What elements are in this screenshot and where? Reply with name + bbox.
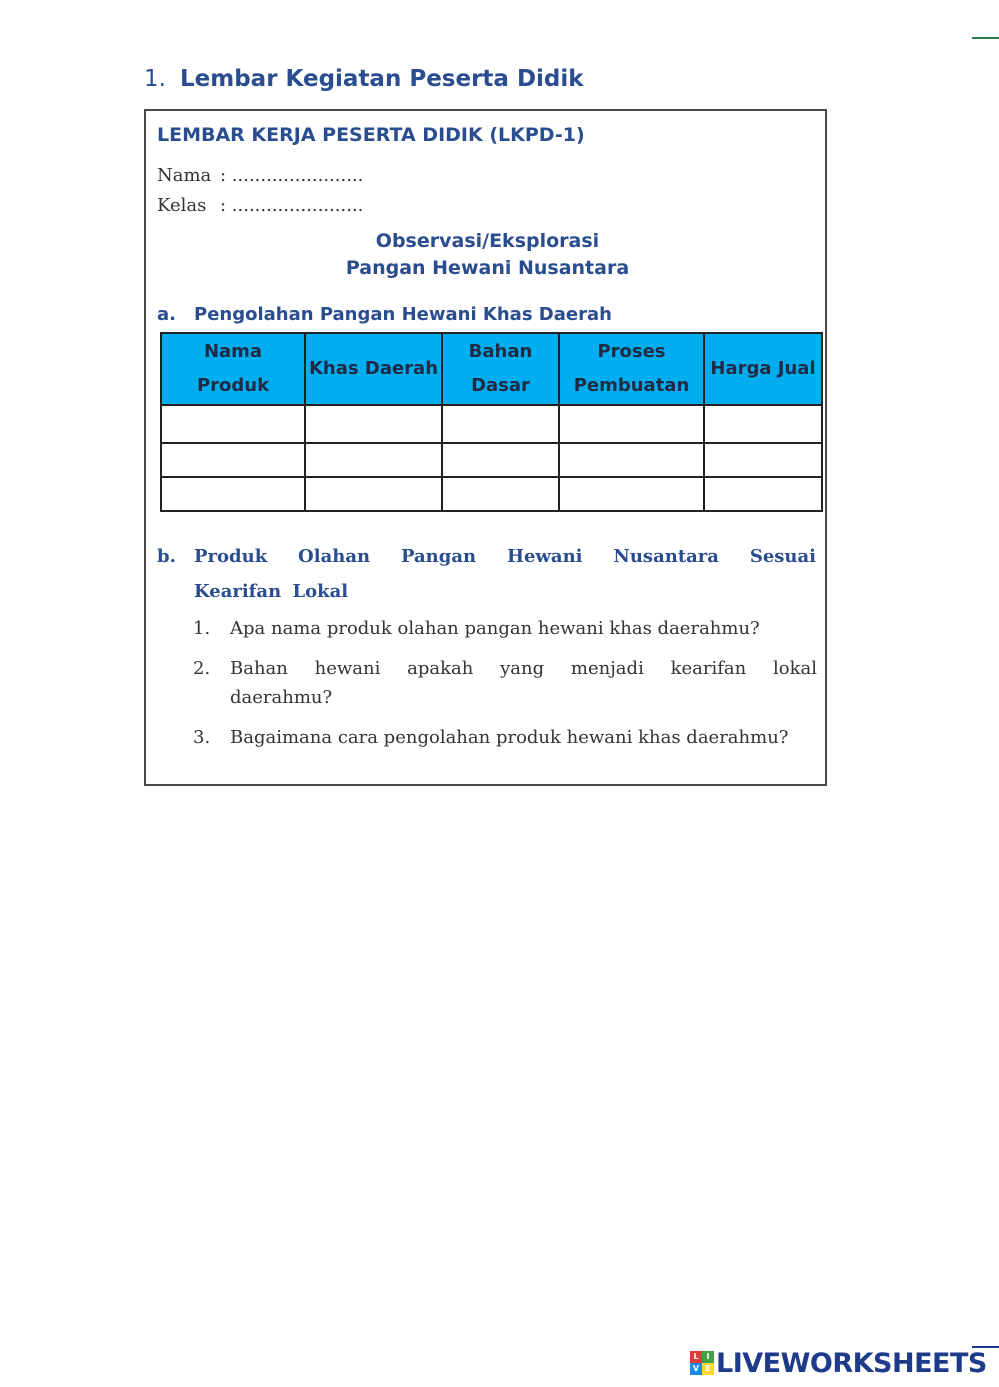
header-bahan-dasar: Bahan Dasar	[442, 333, 559, 405]
table-cell[interactable]	[704, 477, 822, 511]
table-cell[interactable]	[559, 443, 704, 477]
table-cell[interactable]	[559, 405, 704, 443]
product-table	[160, 332, 823, 512]
section-heading	[144, 66, 584, 92]
table-cell[interactable]	[161, 477, 305, 511]
table-cell[interactable]	[704, 443, 822, 477]
worksheet-subtitle-2: Pangan Hewani Nusantara	[345, 257, 630, 279]
section-b-title: Produk Olahan Pangan Hewani Nusantara Sesuai Kearifan Lokal	[194, 546, 816, 602]
section-a-marker: a.	[157, 304, 176, 325]
table-cell[interactable]	[305, 443, 442, 477]
logo-letter: E	[702, 1363, 714, 1375]
table-row	[161, 405, 822, 443]
header-khas-daerah: Khas Daerah	[305, 333, 442, 405]
question-item	[193, 614, 817, 643]
table-cell[interactable]	[161, 443, 305, 477]
question-number: 1.	[193, 618, 211, 639]
table-header-row	[161, 333, 822, 405]
header-nama-produk: Nama Produk	[161, 333, 305, 405]
liveworksheets-brand	[690, 1346, 987, 1380]
table-cell[interactable]	[442, 405, 559, 443]
table-row	[161, 477, 822, 511]
section-a-title: Pengolahan Pangan Hewani Khas Daerah	[194, 304, 612, 325]
question-number: 2.	[193, 658, 211, 679]
section-b-heading	[157, 539, 816, 609]
name-blank[interactable]: : .......................	[220, 165, 364, 186]
class-label: Kelas	[157, 195, 207, 216]
question-text: Apa nama produk olahan pangan hewani khas daerahmu?	[230, 618, 760, 639]
logo-letter: L	[690, 1351, 702, 1363]
table-cell[interactable]	[704, 405, 822, 443]
name-field	[157, 165, 363, 186]
class-field	[157, 195, 363, 216]
header-harga-jual: Harga Jual	[704, 333, 822, 405]
logo-letter: I	[702, 1351, 714, 1363]
section-title: Lembar Kegiatan Peserta Didik	[180, 66, 584, 92]
table-cell[interactable]	[442, 443, 559, 477]
worksheet-box	[144, 109, 827, 786]
header-proses-pembuatan: Proses Pembuatan	[559, 333, 704, 405]
table-cell[interactable]	[305, 477, 442, 511]
table-cell[interactable]	[161, 405, 305, 443]
worksheet-title: LEMBAR KERJA PESERTA DIDIK (LKPD-1)	[157, 124, 585, 146]
question-item	[193, 723, 817, 752]
name-label: Nama	[157, 165, 212, 186]
section-a-heading	[157, 304, 612, 325]
logo-letter: V	[690, 1363, 702, 1375]
class-blank[interactable]: : .......................	[220, 195, 364, 216]
section-number: 1.	[144, 66, 166, 92]
table-cell[interactable]	[442, 477, 559, 511]
question-text: Bahan hewani apakah yang menjadi kearifan lokal daerahmu?	[230, 658, 817, 708]
table-cell[interactable]	[559, 477, 704, 511]
section-b-marker: b.	[157, 546, 176, 567]
worksheet-subtitle-1: Observasi/Eksplorasi	[375, 230, 600, 252]
liveworksheets-logo-icon	[690, 1351, 714, 1375]
table-row	[161, 443, 822, 477]
question-text: Bagaimana cara pengolahan produk hewani khas daerahmu?	[230, 727, 789, 748]
table-cell[interactable]	[305, 405, 442, 443]
corner-accent-line	[972, 37, 999, 39]
question-number: 3.	[193, 727, 211, 748]
brand-name: LIVEWORKSHEETS	[716, 1347, 987, 1379]
question-item	[193, 654, 817, 712]
